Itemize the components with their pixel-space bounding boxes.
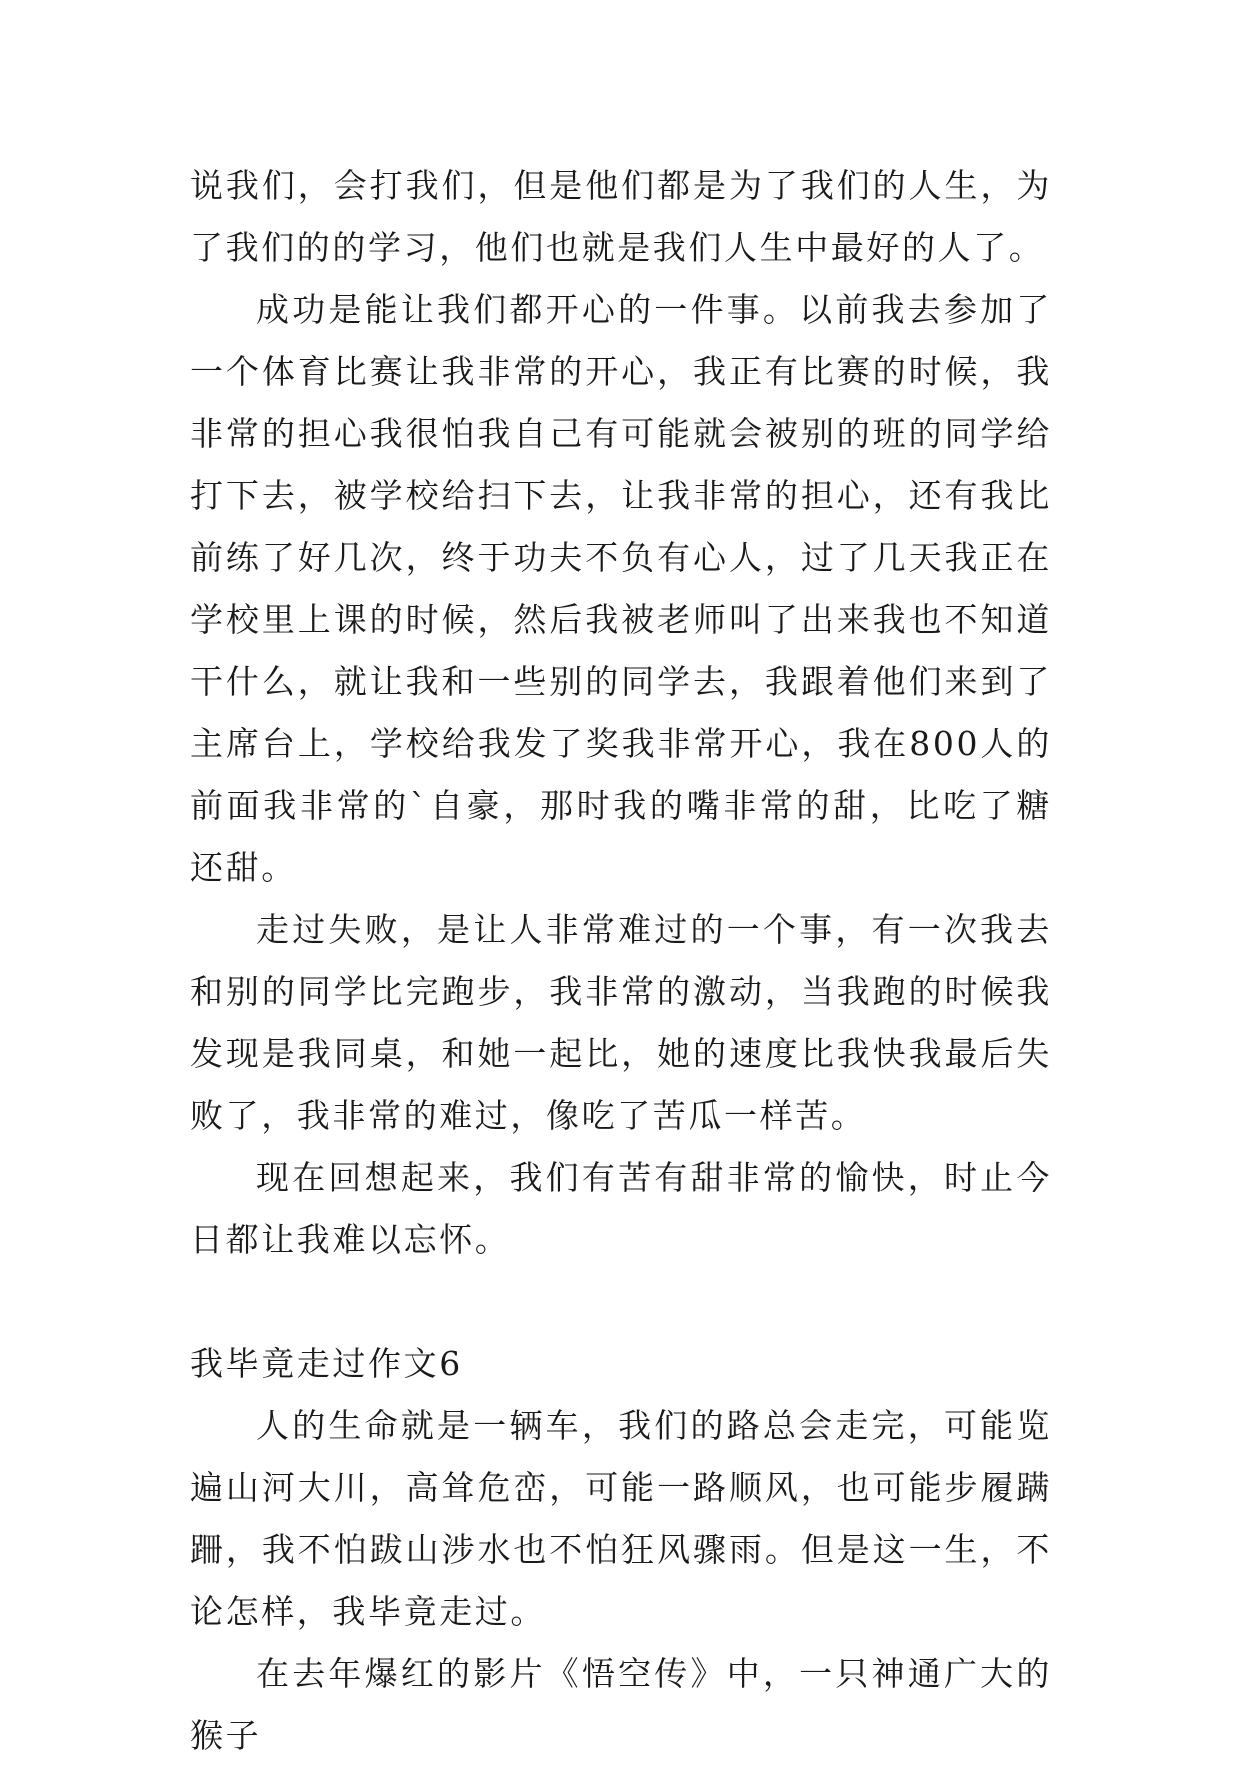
paragraph-4: 现在回想起来，我们有苦有甜非常的愉快，时止今日都让我难以忘怀。 bbox=[190, 1158, 1052, 1259]
section-title: 我毕竟走过作文6 bbox=[190, 1344, 463, 1383]
paragraph-3: 走过失败，是让人非常难过的一个事，有一次我去和别的同学比完跑步，我非常的激动，当我跑的时候我发现是我同桌，和她一起比，她的速度比我快我最后失败了，我非常的难过，像吃了苦瓜一样苦。 bbox=[190, 910, 1052, 1135]
paragraph-1: 说我们，会打我们，但是他们都是为了我们的人生，为了我们的的学习，他们也就是我们人生中最好的人了。 bbox=[190, 166, 1052, 267]
document-page bbox=[190, 155, 1052, 1767]
paragraph-5: 人的生命就是一辆车，我们的路总会走完，可能览遍山河大川，高耸危峦，可能一路顺风，也可能步履蹒跚，我不怕跋山涉水也不怕狂风骤雨。但是这一生，不论怎样，我毕竟走过。 bbox=[190, 1406, 1052, 1631]
paragraph-2: 成功是能让我们都开心的一件事。以前我去参加了一个体育比赛让我非常的开心，我正有比赛的时候，我非常的担心我很怕我自己有可能就会被别的班的同学给打下去，被学校给扫下去，让我非常的担心，还有我比前练了好几次，终于功夫不负有心人，过了几天我正在学校里上课的时候，然后我被老师叫了出来我也不知道干什么，就让我和一些别的同学去，我跟着他们来到了主席台上，学校给我发了奖我非常开心，我在800人的前面我非常的`自豪，那时我的嘴非常的甜，比吃了糖还甜。 bbox=[190, 290, 1052, 887]
paragraph-6: 在去年爆红的影片《悟空传》中，一只神通广大的猴子 bbox=[190, 1654, 1052, 1755]
